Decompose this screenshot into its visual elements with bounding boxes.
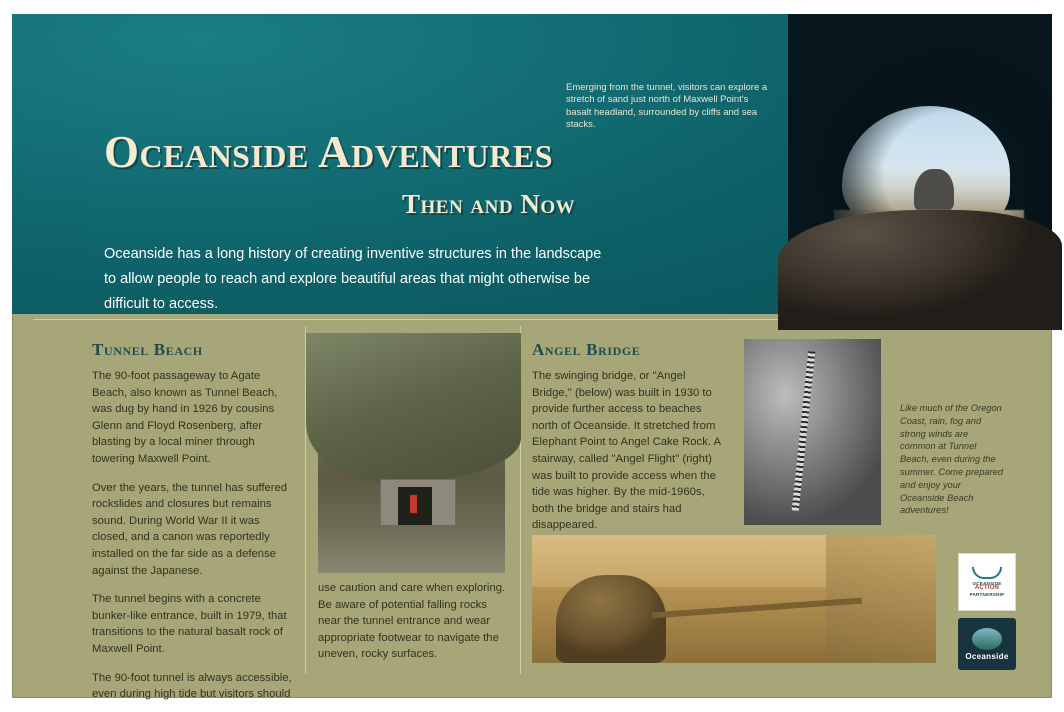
angel-bridge-paragraph: The swinging bridge, or "Angel Bridge," (below) was built in 1930 to provide further access to beaches north of Oceanside. It stretched from Elephant Point to Angel Cake Rock. A stairway, called "Angel Flight" (right) was built to provide access when the tide was higher. By the mid-1960s, both the bridge and stairs had disappeared.	[532, 370, 721, 532]
section-tunnel-beach-continued	[318, 580, 508, 663]
tunnel-beach-paragraph: The 90-foot passageway to Agate Beach, also known as Tunnel Beach, was dug by hand in 1926 by cousins Glenn and Floyd Rosenberg, after blasting by a local miner through towering Maxwell Point.	[92, 370, 278, 465]
tunnel-beach-heading: Tunnel Beach	[92, 340, 203, 359]
section-angel-bridge	[532, 340, 728, 534]
tunnel-beach-body	[92, 368, 297, 703]
intro-paragraph: Oceanside has a long history of creating inventive structures in the landscape to allow people to reach and explore beautiful areas that might otherwise be difficult to access.	[104, 246, 602, 312]
tunnel-entrance-photo	[318, 339, 505, 571]
logo-line-3: PARTNERSHIP	[969, 591, 1005, 597]
cliff-shape	[306, 333, 521, 483]
angel-flight-stairs-photo	[744, 339, 881, 525]
city-logo-name: Oceanside	[965, 651, 1009, 661]
angel-bridge-heading: Angel Bridge	[532, 340, 641, 359]
tunnel-beach-paragraph: The 90-foot tunnel is always accessible, even during high tide but visitors should	[92, 671, 292, 701]
weather-side-note: Like much of the Oregon Coast, rain, fog and strong winds are common at Tunnel Beach, even during the summer. Come prepared and enjoy your Oceanside Beach adventures!	[900, 403, 1003, 516]
tunnel-beach-paragraph: The tunnel begins with a concrete bunker-like entrance, built in 1979, that transitions to the natural basalt rock of Maxwell Point.	[92, 593, 287, 655]
page-title: Oceanside Adventures	[104, 127, 554, 177]
header-banner	[12, 14, 1052, 314]
landscape-emblem-icon	[972, 628, 1002, 650]
wave-icon	[972, 567, 1002, 579]
cave-foreground-rock	[778, 210, 1062, 330]
logo-line-1: OCEANSIDE	[972, 580, 1002, 586]
cave-photo-caption: Emerging from the tunnel, visitors can explore a stretch of sand just north of Maxwell Point's basalt headland, surrounded by cliffs and sea stacks.	[566, 82, 768, 131]
section-tunnel-beach	[92, 340, 297, 703]
angel-cake-rock-shape	[556, 575, 666, 663]
tunnel-beach-paragraph-continued: use caution and care when exploring. Be aware of potential falling rocks near the tunnel entrance and wear appropriate footwear to navigate the uneven, rocky surfaces.	[318, 582, 506, 661]
page-subtitle: Then and Now	[402, 189, 576, 219]
person-shape	[410, 495, 417, 513]
cave-photo	[566, 14, 1052, 314]
angel-bridge-body	[532, 368, 728, 534]
oceanside-action-partnership-logo	[958, 553, 1016, 611]
tunnel-beach-paragraph: Over the years, the tunnel has suffered rockslides and closures but remains sound. During World War II it was closed, and a canon was reportedly installed on the far side as a defense against the Japanese.	[92, 481, 288, 577]
city-of-oceanside-logo	[958, 618, 1016, 670]
rocky-foreground-shape	[318, 525, 505, 573]
logo-line-2: ACTION	[974, 585, 1000, 592]
angel-bridge-photo	[532, 535, 936, 663]
